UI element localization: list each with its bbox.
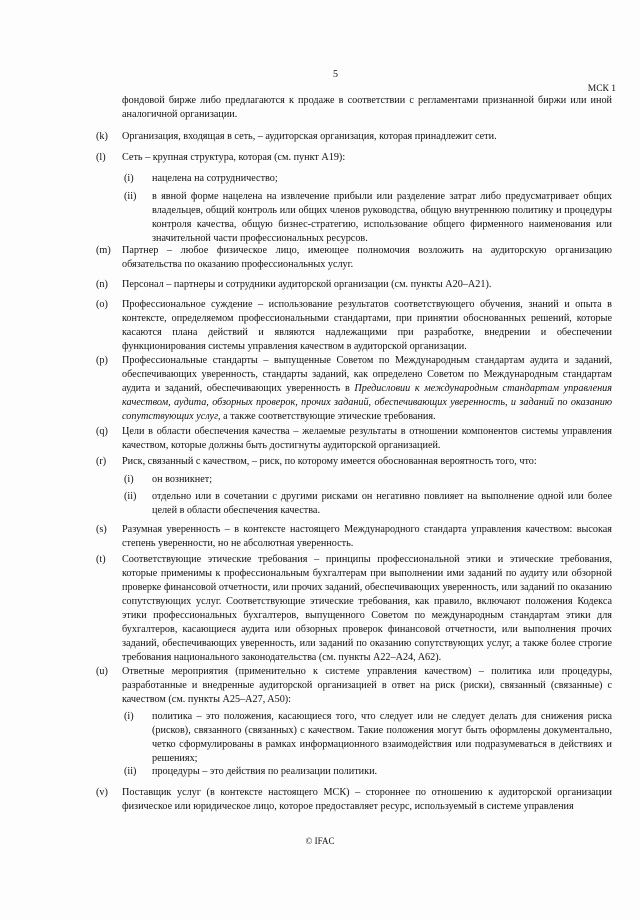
- definition-label-m: (m): [96, 245, 111, 256]
- subitem-text: процедуры – это действия по реализации политики.: [152, 766, 378, 777]
- subitem-text: он возникнет;: [152, 474, 213, 485]
- definition-professional-judgment: Профессиональное суждение – использование результатов соответствующего обучения, знаний и опыта в контексте, определяемом профессиональными стандартами, при принятии обоснованных решений, которые касаются плана действий и являются надлежащими при разработке, внедрении и обеспечении функционирования системы управления качеством в аудиторской организации.: [122, 299, 612, 352]
- definition-label-p: (p): [96, 355, 108, 366]
- definition-label-v: (v): [96, 787, 108, 798]
- subitem-label: (i): [124, 474, 134, 485]
- continuation-paragraph: фондовой бирже либо предлагаются к продаже в соответствии с регламентами признанной биржи или иной аналогичной организации.: [122, 95, 612, 120]
- subitem-label: (ii): [124, 191, 137, 202]
- subitem-text: в явной форме нацелена на извлечение прибыли или разделение затрат либо предусматривает общих владельцев, общий контроль или общих членов руководства, общую внутреннюю политику и процедуры контроля качества, общую бизнес-стратегию, использование общего фирменного наименования или значительной части профессиональных ресурсов.: [152, 191, 612, 244]
- definition-relevant-ethical-requirements: Соответствующие этические требования – принципы профессиональной этики и этические требования, которые применимы к профессиональным бухгалтерам при выполнении ими заданий по аудиту или обзорной проверке финансовой отчетности, или прочих заданий, обеспечивающих уверенность, или заданий по оказанию сопутствующих услуг. Соответствующие этические требования, как правило, включают положения Кодекса этики профессиональных бухгалтеров, выпущенного Советом по международным стандартам этики для бухгалтеров, касающиеся аудита или обзорных проверок финансовой отчетности, или выполнения прочих заданий, обеспечивающих уверенность, или заданий по оказанию сопутствующих услуг, а также более строгие требования национального законодательства (см. пункты A22–A24, A62).: [122, 554, 612, 663]
- copyright-footer: © IFAC: [305, 836, 335, 846]
- definition-professional-standards: [122, 354, 612, 424]
- definition-partner: Партнер – любое физическое лицо, имеющее полномочия возложить на аудиторскую организацию обязательства по оказанию профессиональных услуг.: [122, 245, 612, 270]
- definition-response: Ответные мероприятия (применительно к системе управления качеством) – политика или процедуры, разработанные и внедренные аудиторской организацией в ответ на риск (риски), связанный (связанные) с качеством (см. пункты A25–A27, A50):: [122, 666, 612, 705]
- page-number: 5: [333, 69, 338, 80]
- definition-reasonable-assurance: Разумная уверенность – в контексте настоящего Международного стандарта управления качеством: высокая степень уверенности, но не абсолютная уверенность.: [122, 524, 612, 549]
- definition-quality-risk: Риск, связанный с качеством, – риск, по которому имеется обоснованная вероятность того, что:: [122, 456, 537, 467]
- subitem-text: нацелена на сотрудничество;: [152, 173, 278, 184]
- subitem-label: (ii): [124, 766, 137, 777]
- definition-network-firm: Организация, входящая в сеть, – аудиторская организация, которая принадлежит сети.: [122, 131, 497, 142]
- definition-label-s: (s): [96, 524, 107, 535]
- subitem-text: отдельно или в сочетании с другими рисками он негативно повлияет на выполнение одной или более целей в области обеспечения качества.: [152, 491, 612, 516]
- subitem-text: политика – это положения, касающиеся того, что следует или не следует делать для снижения риска (рисков), связанного (связанных) с качеством. Такие положения могут быть оформлены документально, четко сформулированы в рамках информационного взаимодействия или подразумеваться в действиях и решениях;: [152, 711, 612, 764]
- definition-label-k: (k): [96, 131, 108, 142]
- professional-standards-tail: , а также соответствующие этические требования.: [218, 411, 436, 422]
- definition-label-o: (o): [96, 299, 108, 310]
- preface-title: Предисловии к международным стандартам управления качеством, аудита, обзорных проверок, прочих заданий, обеспечивающих уверенность, и заданий по оказанию сопутствующих услуг: [122, 383, 612, 422]
- definition-network: Сеть – крупная структура, которая (см. пункт A19):: [122, 152, 346, 163]
- definition-label-r: (r): [96, 456, 107, 467]
- definition-label-l: (l): [96, 152, 106, 163]
- subitem-label: (i): [124, 711, 134, 722]
- subitem-label: (ii): [124, 491, 137, 502]
- definition-personnel: Персонал – партнеры и сотрудники аудиторской организации (см. пункты A20–A21).: [122, 279, 492, 290]
- definition-label-t: (t): [96, 554, 106, 565]
- subitem-label: (i): [124, 173, 134, 184]
- standard-header-tag: МСК 1: [587, 84, 616, 94]
- definition-label-n: (n): [96, 279, 108, 290]
- definition-label-u: (u): [96, 666, 108, 677]
- definition-label-q: (q): [96, 426, 108, 437]
- professional-standards-text: Профессиональные стандарты – выпущенные Советом по Международным стандартам аудита и заданий, обеспечивающих уверенность, стандарты заданий, как определено Советом по Международным стандартам аудита и заданий, обеспечивающих уверенность в: [122, 355, 612, 394]
- definition-service-provider: Поставщик услуг (в контексте настоящего МСК) – стороннее по отношению к аудиторской организации физическое или юридическое лицо, которое предоставляет ресурс, используемый в системе управления: [122, 787, 612, 812]
- definition-quality-objectives: Цели в области обеспечения качества – желаемые результаты в отношении компонентов системы управления качеством, которые должны быть достигнуты аудиторской организацией.: [122, 426, 612, 451]
